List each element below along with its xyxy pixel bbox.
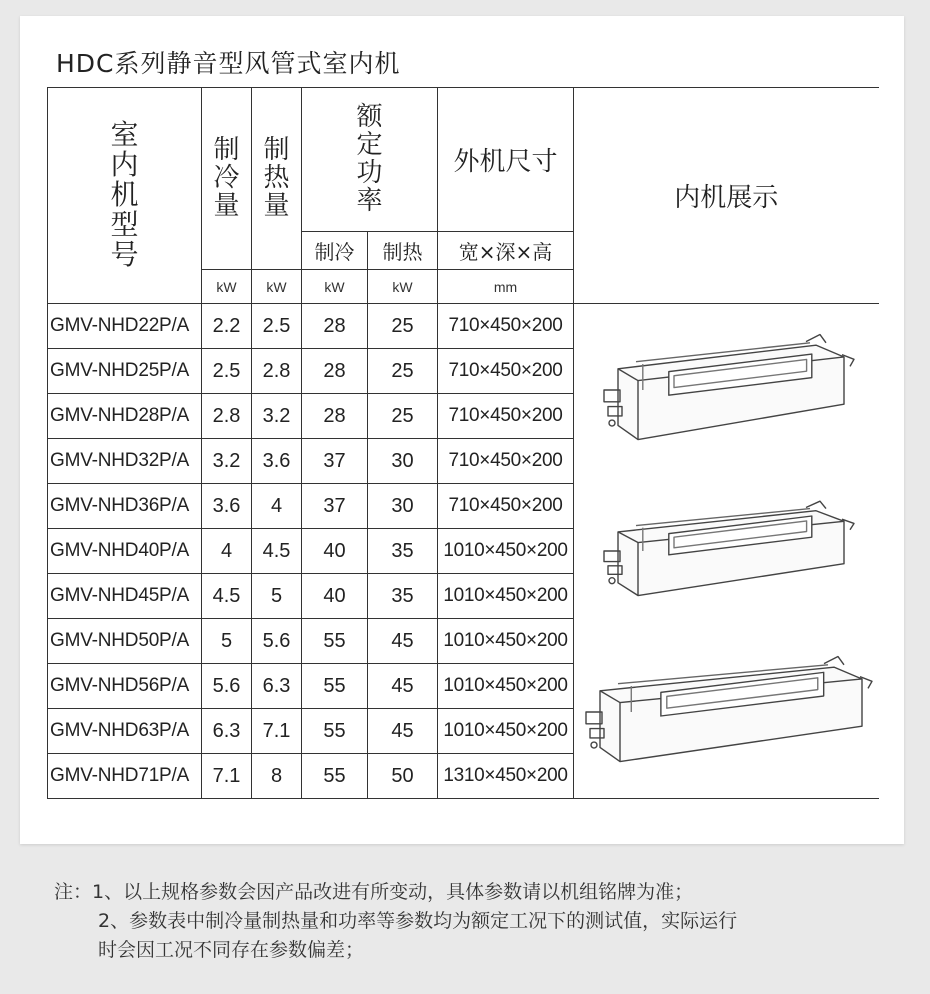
unit-dims: mm [438, 270, 574, 304]
note-line-1: 注：1、以上规格参数会因产品改进有所变动，具体参数请以机组铭牌为准； [54, 881, 694, 903]
row-cooling: 5 [202, 619, 252, 664]
duct-unit-medium-icon [596, 498, 856, 604]
row-dims: 710×450×200 [438, 394, 574, 439]
row-cooling: 4 [202, 529, 252, 574]
row-rated-heat: 45 [368, 709, 438, 754]
row-rated-cool: 55 [302, 754, 368, 799]
row-rated-heat: 30 [368, 484, 438, 529]
unit-rated-heat: kW [368, 270, 438, 304]
note-line-2: 2、参数表中制冷量制热量和功率等参数均为额定工况下的测试值，实际运行 [98, 910, 738, 932]
row-cooling: 5.6 [202, 664, 252, 709]
notes [54, 878, 737, 965]
row-dims: 1010×450×200 [438, 529, 574, 574]
row-cooling: 3.2 [202, 439, 252, 484]
row-heating: 3.6 [252, 439, 302, 484]
header-model: 室内机型号 [48, 88, 202, 304]
row-dims: 710×450×200 [438, 439, 574, 484]
row-rated-heat: 25 [368, 304, 438, 349]
row-rated-heat: 25 [368, 394, 438, 439]
row-rated-cool: 40 [302, 529, 368, 574]
row-cooling: 3.6 [202, 484, 252, 529]
header-cooling: 制冷量 [202, 88, 252, 270]
row-heating: 5 [252, 574, 302, 619]
row-rated-heat: 45 [368, 664, 438, 709]
row-model: GMV-NHD45P/A [48, 574, 202, 619]
page-title: HDC系列静音型风管式室内机 [56, 49, 401, 78]
row-heating: 5.6 [252, 619, 302, 664]
row-dims: 1010×450×200 [438, 619, 574, 664]
row-heating: 8 [252, 754, 302, 799]
row-cooling: 2.2 [202, 304, 252, 349]
header-outer-size: 外机尺寸 [438, 88, 574, 232]
row-model: GMV-NHD40P/A [48, 529, 202, 574]
row-model: GMV-NHD28P/A [48, 394, 202, 439]
row-rated-cool: 28 [302, 394, 368, 439]
header-rated-heat: 制热 [368, 232, 438, 270]
row-rated-cool: 28 [302, 304, 368, 349]
row-rated-heat: 35 [368, 574, 438, 619]
row-dims: 1010×450×200 [438, 709, 574, 754]
row-cooling: 6.3 [202, 709, 252, 754]
table-row [48, 304, 879, 349]
header-heating: 制热量 [252, 88, 302, 270]
duct-unit-large-icon [578, 653, 874, 771]
row-rated-heat: 30 [368, 439, 438, 484]
row-heating: 4.5 [252, 529, 302, 574]
unit-cooling: kW [202, 270, 252, 304]
row-cooling: 4.5 [202, 574, 252, 619]
header-rated-power: 额定功率 [302, 88, 438, 232]
row-model: GMV-NHD50P/A [48, 619, 202, 664]
unit-heating: kW [252, 270, 302, 304]
row-rated-heat: 50 [368, 754, 438, 799]
note-line-3: 时会因工况不同存在参数偏差； [98, 939, 365, 961]
row-rated-cool: 37 [302, 439, 368, 484]
row-dims: 1310×450×200 [438, 754, 574, 799]
row-rated-heat: 45 [368, 619, 438, 664]
row-dims: 710×450×200 [438, 484, 574, 529]
header-display: 内机展示 [574, 88, 879, 304]
unit-display-cell [574, 304, 879, 799]
row-rated-cool: 55 [302, 619, 368, 664]
row-model: GMV-NHD36P/A [48, 484, 202, 529]
row-rated-cool: 40 [302, 574, 368, 619]
spec-table [47, 87, 879, 799]
row-heating: 2.8 [252, 349, 302, 394]
row-cooling: 2.5 [202, 349, 252, 394]
row-model: GMV-NHD71P/A [48, 754, 202, 799]
row-rated-heat: 35 [368, 529, 438, 574]
row-heating: 3.2 [252, 394, 302, 439]
row-rated-cool: 28 [302, 349, 368, 394]
row-rated-heat: 25 [368, 349, 438, 394]
header-dim-label: 宽×深×高 [438, 232, 574, 270]
row-heating: 2.5 [252, 304, 302, 349]
row-model: GMV-NHD22P/A [48, 304, 202, 349]
row-rated-cool: 37 [302, 484, 368, 529]
row-dims: 1010×450×200 [438, 574, 574, 619]
header-rated-cool: 制冷 [302, 232, 368, 270]
row-heating: 4 [252, 484, 302, 529]
row-model: GMV-NHD56P/A [48, 664, 202, 709]
row-cooling: 2.8 [202, 394, 252, 439]
row-rated-cool: 55 [302, 664, 368, 709]
row-cooling: 7.1 [202, 754, 252, 799]
row-heating: 7.1 [252, 709, 302, 754]
row-model: GMV-NHD25P/A [48, 349, 202, 394]
row-dims: 1010×450×200 [438, 664, 574, 709]
unit-rated-cool: kW [302, 270, 368, 304]
row-model: GMV-NHD32P/A [48, 439, 202, 484]
row-dims: 710×450×200 [438, 349, 574, 394]
row-model: GMV-NHD63P/A [48, 709, 202, 754]
row-rated-cool: 55 [302, 709, 368, 754]
row-heating: 6.3 [252, 664, 302, 709]
duct-unit-small-icon [596, 331, 856, 449]
row-dims: 710×450×200 [438, 304, 574, 349]
